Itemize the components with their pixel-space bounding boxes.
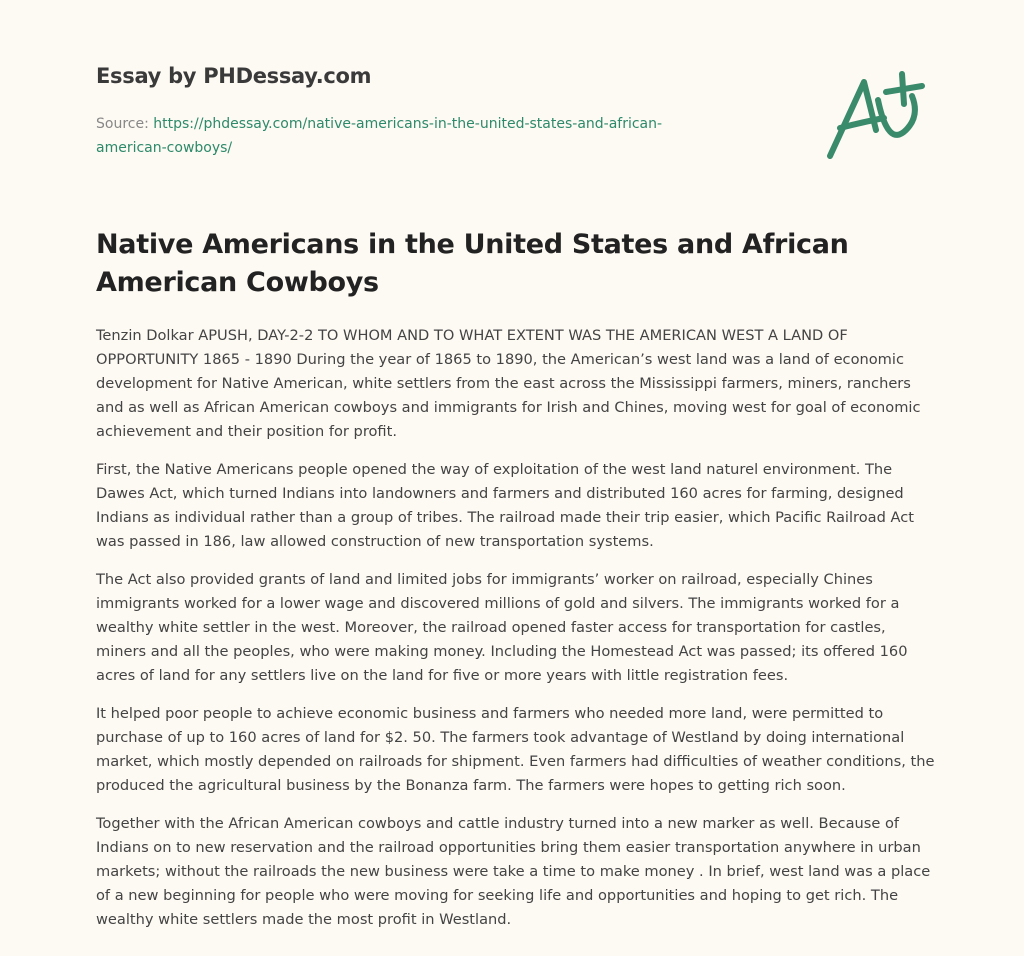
- paragraph: Together with the African American cowboys and cattle industry turned into a new marker as well. Because of Indians on to new reservation and the railroad opportunities bring them easier transportation anywhere in urban markets; without the railroads the new business were take a time to make money . In brief, west land was a place of a new beginning for people who were moving for seeking life and opportunities and hoping to get rich. The wealthy white settlers made the most profit in Westland.: [96, 815, 931, 928]
- source-link[interactable]: https://phdessay.com/native-americans-in-the-united-states-and-african-american-cowboys/: [96, 116, 663, 156]
- paragraph: First, the Native Americans people opened the way of exploitation of the west land naturel environment. The Dawes Act, which turned Indians into landowners and farmers and distributed 160 acres for farming, designed Indians as individual rather than a group of tribes. The railroad made their trip easier, which Pacific Railroad Act was passed in 186, law allowed construction of new transportation systems.: [96, 461, 914, 550]
- a-plus-logo-icon: [818, 60, 938, 170]
- article-title: Native Americans in the United States and African American Cowboys: [96, 229, 849, 298]
- paragraph: It helped poor people to achieve economic business and farmers who needed more land, were permitted to purchase of up to 160 acres of land for $2. 50. The farmers took advantage of Westland by doing international market, which mostly depended on railroads for shipment. Even farmers had difficulties of weather conditions, the produced the agricultural business by the Bonanza farm. The farmers were hopes to getting rich soon.: [96, 705, 935, 794]
- source-line: [96, 112, 716, 160]
- paragraph: The Act also provided grants of land and limited jobs for immigrants’ worker on railroad, especially Chines immigrants worked for a lower wage and discovered millions of gold and silvers. The immigrants worked for a wealthy white settler in the west. Moreover, the railroad opened faster access for transportation for castles, miners and all the peoples, who were making money. Including the Homestead Act was passed; its offered 160 acres of land for any settlers live on the land for five or more years with little registration fees.: [96, 571, 908, 684]
- article-body: [96, 324, 936, 946]
- source-label: Source:: [96, 116, 154, 132]
- site-brand: Essay by PHDessay.com: [96, 64, 372, 88]
- paragraph: Tenzin Dolkar APUSH, DAY-2-2 TO WHOM AND TO WHAT EXTENT WAS THE AMERICAN WEST A LAND OF OPPORTUNITY 1865 - 1890 During the year of 1865 to 1890, the American’s west land was a land of economic development for Native American, white settlers from the east across the Mississippi farmers, miners, ranchers and as well as African American cowboys and immigrants for Irish and Chines, moving west for goal of economic achievement and their position for profit.: [96, 327, 921, 440]
